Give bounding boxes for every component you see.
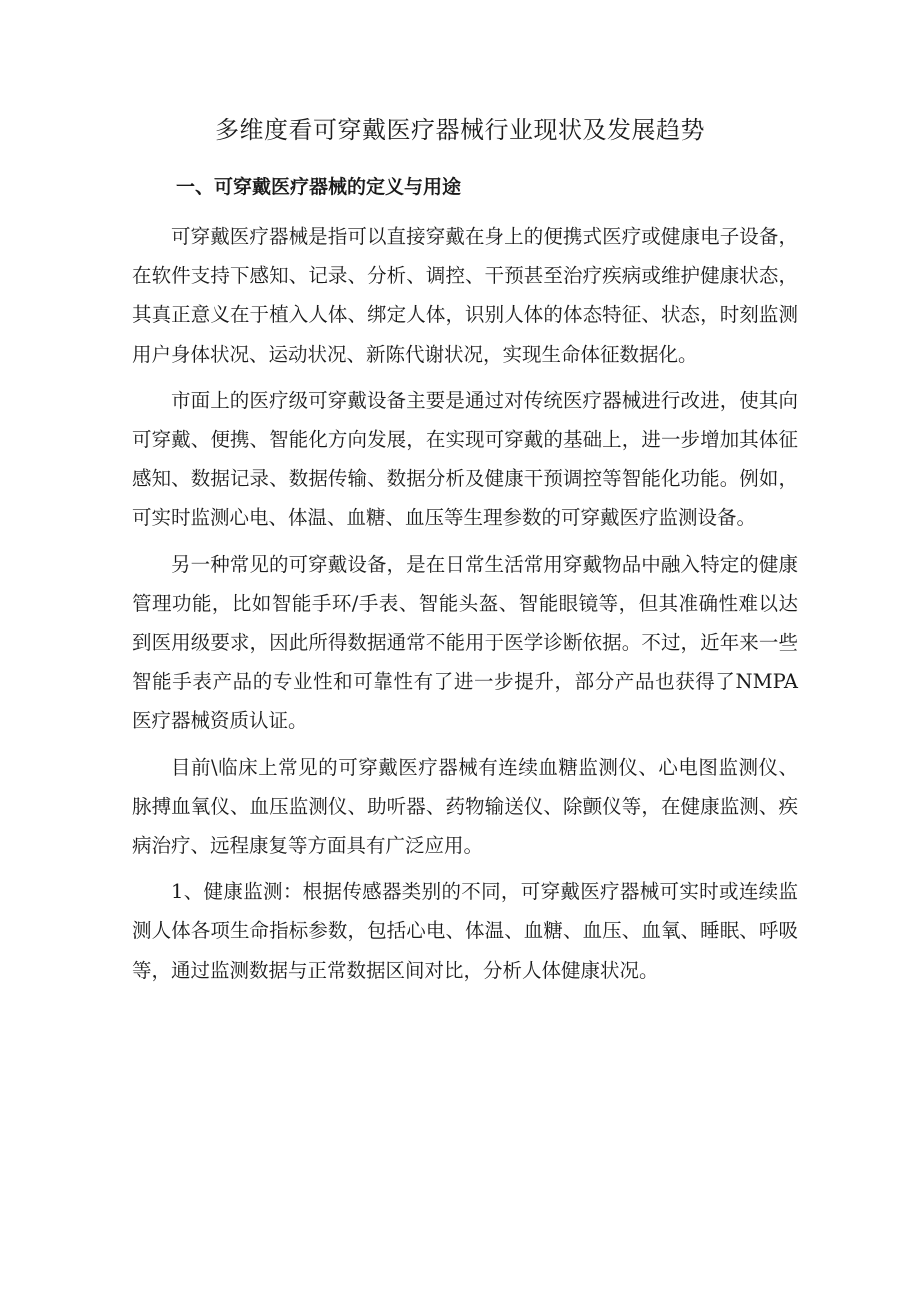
section-heading: 一、可穿戴医疗器械的定义与用途 xyxy=(176,176,462,198)
document-title: 多维度看可穿戴医疗器械行业现状及发展趋势 xyxy=(215,116,705,144)
paragraph-consumer-devices: 另一种常见的可穿戴设备，是在日常生活常用穿戴物品中融入特定的健康管理功能，比如智能手环/手表、智能头盔、智能眼镜等，但其准确性难以达到医用级要求，因此所得数据通常不能用于医学诊断依据。不过，近年来一些智能手表产品的专业性和可靠性有了进一步提升，部分产品也获得了NMPA医疗器械资质认证。 xyxy=(132,552,798,733)
paragraph-definition: 可穿戴医疗器械是指可以直接穿戴在身上的便携式医疗或健康电子设备，在软件支持下感知、记录、分析、调控、干预甚至治疗疾病或维护健康状态，其真正意义在于植入人体、绑定人体，识别人体的体态特征、状态，时刻监测用户身体状况、运动状况、新陈代谢状况，实现生命体征数据化。 xyxy=(132,225,798,366)
paragraph-clinical-devices: 目前\临床上常见的可穿戴医疗器械有连续血糖监测仪、心电图监测仪、脉搏血氧仪、血压监测仪、助听器、药物输送仪、除颤仪等，在健康监测、疾病治疗、远程康复等方面具有广泛应用。 xyxy=(132,755,798,858)
paragraph-health-monitoring: 1、健康监测：根据传感器类别的不同，可穿戴医疗器械可实时或连续监测人体各项生命指标参数，包括心电、体温、血糖、血压、血氧、睡眠、呼吸等，通过监测数据与正常数据区间对比，分析人体健康状况。 xyxy=(132,880,798,982)
paragraph-medical-grade: 市面上的医疗级可穿戴设备主要是通过对传统医疗器械进行改进，使其向可穿戴、便携、智能化方向发展，在实现可穿戴的基础上，进一步增加其体征感知、数据记录、数据传输、数据分析及健康干预调控等智能化功能。例如，可实时监测心电、体温、血糖、血压等生理参数的可穿戴医疗监测设备。 xyxy=(132,388,798,530)
document-body xyxy=(132,217,798,997)
